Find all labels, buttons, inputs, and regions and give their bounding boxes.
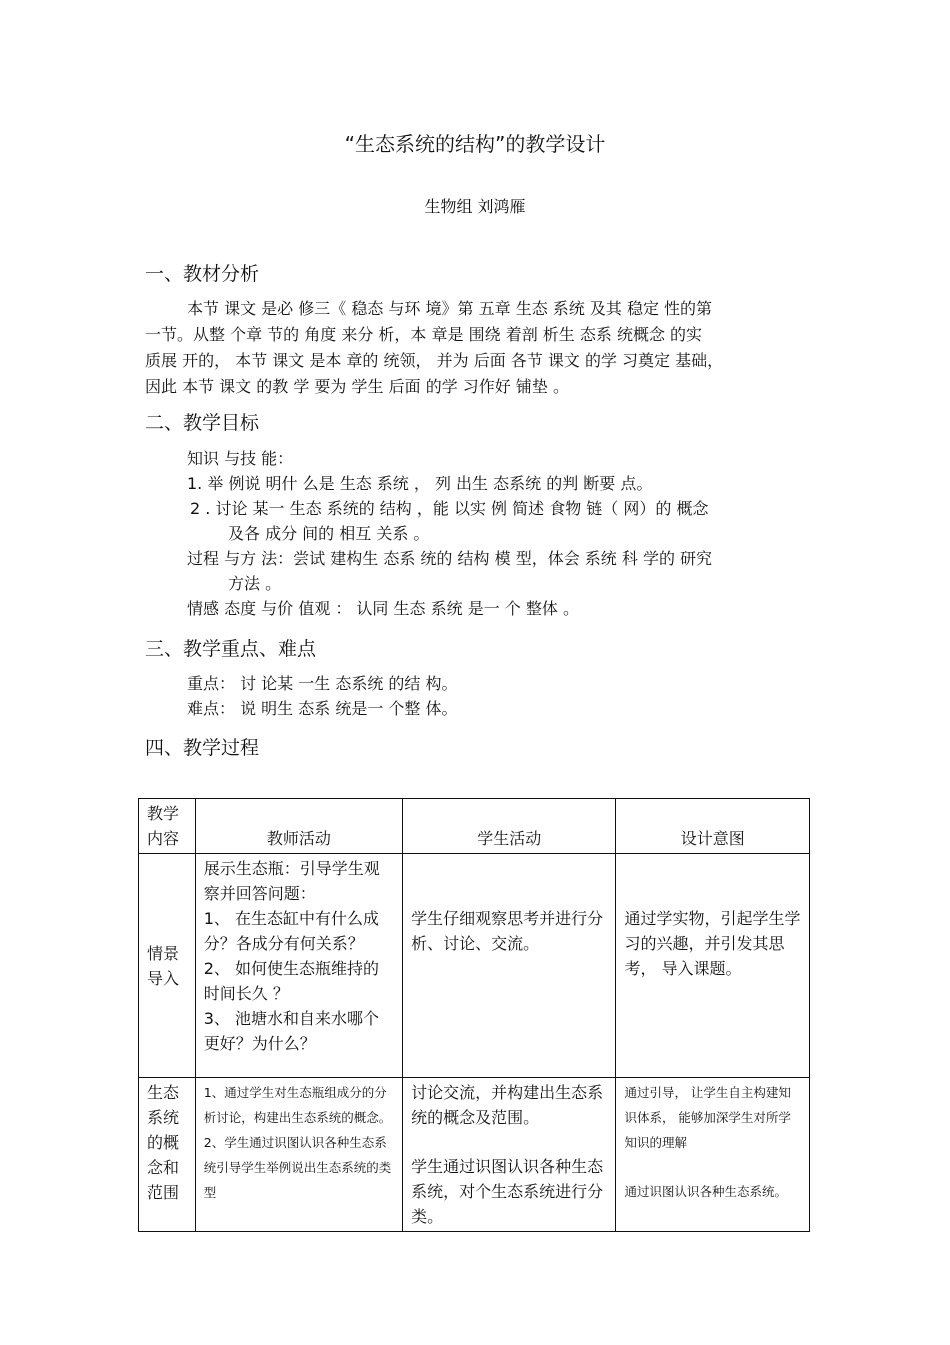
document-author: 生物组 刘鸿雁	[424, 197, 526, 216]
section-heading-objectives: 二、教学目标	[145, 412, 260, 434]
header-student: 学生活动	[403, 799, 616, 854]
table-row	[139, 854, 810, 1078]
row1-teacher-q1: 1、 在生态缸中有什么成 分？各成分有何关系？	[203, 909, 380, 953]
row2-content: 生态系统的概念和范围	[139, 1078, 196, 1232]
row1-student: 学生仔细观察思考并进行分析、讨论、交流。	[403, 854, 616, 1078]
objective-attitude: 情感 态度 与价 值观 ： 认同 生态 系统 是一 个 整体 。	[187, 599, 579, 618]
section-heading-keypoints: 三、教学重点、难点	[145, 638, 317, 660]
row2-teacher-2: 2、学生通过识图认识各种生态系统引导学生举例说出生态系统的类型	[203, 1135, 392, 1200]
row2-teacher-1: 1、通过学生对生态瓶组成分的分析讨论，构建出生态系统的概念。	[203, 1085, 392, 1125]
teaching-process-table	[138, 798, 810, 1232]
row2-design-1: 通过引导， 让学生自主构建知识体系， 能够加深学生对所学知识的理解	[624, 1085, 791, 1150]
row2-student	[403, 1078, 616, 1232]
paragraph-line: 因此 本节 课文 的教 学 要为 学生 后面 的学 习作好 铺垫 。	[145, 377, 569, 396]
row1-teacher-q2: 2、 如何使生态瓶维持的时间长久 ？	[203, 959, 380, 1003]
header-teacher: 教师活动	[195, 799, 402, 854]
header-design: 设计意图	[616, 799, 810, 854]
row1-teacher-q3: 3、 池塘水和自来水哪个更好？为什么？	[203, 1009, 380, 1053]
row2-student-2: 学生通过识图认识各种生态系统，对个生态系统进行分类。	[411, 1157, 604, 1226]
paragraph-line: 质展 开的， 本节 课文 是本 章的 统领， 并为 后面 各节 课文 的学 习奠定 基础，	[145, 351, 724, 370]
objective-item-2-cont: 及各 成分 间的 相互 关系 。	[228, 524, 430, 543]
materials-paragraph	[145, 296, 805, 400]
section-heading-materials: 一、教材分析	[145, 263, 260, 285]
row2-student-1: 讨论交流，并构建出生态系统的概念及范围。	[411, 1083, 604, 1127]
row1-teacher	[195, 854, 402, 1078]
objective-item-2: 2 . 讨论 某一 生态 系统的 结构 ，能 以实 例 简述 食物 链（ 网）的 概念	[190, 499, 709, 518]
row1-teacher-intro: 展示生态瓶：引导学生观察并回答问题：	[203, 859, 380, 903]
objective-process-cont: 方法 。	[228, 574, 282, 593]
row2-teacher	[195, 1078, 402, 1232]
row1-content: 情景导入	[139, 854, 196, 1078]
row2-design-2: 通过识图认识各种生态系统。	[624, 1184, 787, 1199]
objective-process: 过程 与方 法：尝试 建构生 态系 统的 结构 模 型，体会 系统 科 学的 研究	[187, 549, 713, 568]
row1-design: 通过学实物，引起学生学习的兴趣，并引发其思考， 导入课题。	[616, 854, 810, 1078]
table-header-row	[139, 799, 810, 854]
document-title: “生态系统的结构”的教学设计	[344, 132, 606, 156]
section-heading-process: 四、教学过程	[145, 737, 260, 759]
paragraph-line: 本节 课文 是必 修三《 稳态 与环 境》第 五章 生态 系统 及其 稳定 性的第	[187, 299, 713, 318]
difficult-point: 难点： 说 明生 态系 统是一 个整 体。	[187, 699, 458, 718]
table-row	[139, 1078, 810, 1232]
key-point: 重点： 讨 论某 一生 态系统 的结 构。	[187, 674, 458, 693]
objective-item-1: 1. 举 例说 明什 么是 生态 系统 ， 列 出生 态系统 的判 断要 点。	[187, 474, 653, 493]
objective-knowledge-label: 知识 与技 能：	[187, 449, 294, 468]
paragraph-line: 一节。从整 个章 节的 角度 来分 析，本 章是 围绕 着剖 析生 态系 统概念 的实	[145, 325, 703, 344]
header-content: 教学内容	[139, 799, 196, 854]
row2-design	[616, 1078, 810, 1232]
